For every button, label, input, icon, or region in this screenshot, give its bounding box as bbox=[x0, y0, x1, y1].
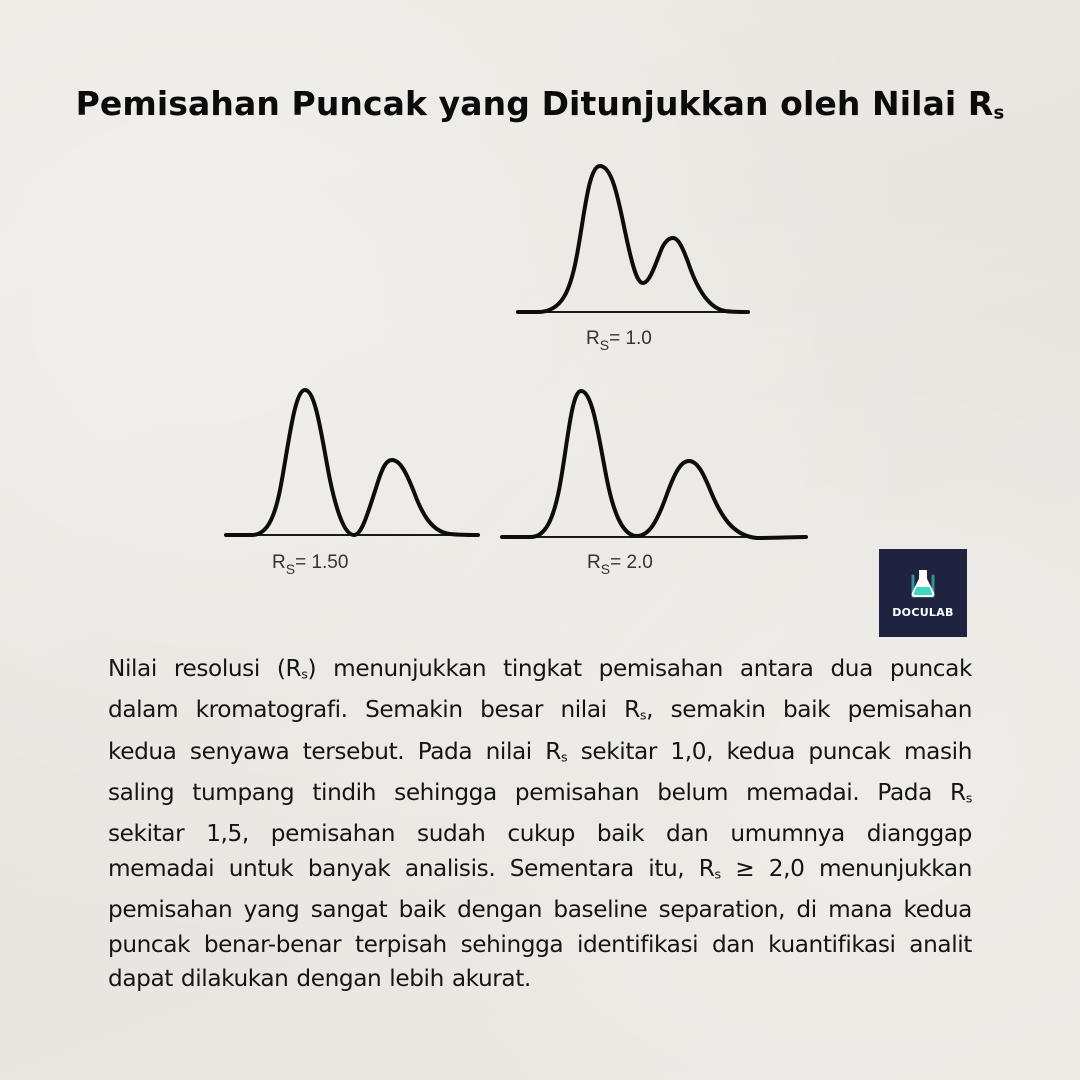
rs-subscript: s bbox=[301, 667, 308, 683]
paragraph-text: sekitar 1,0, kedua puncak masih saling tumpang tindih sehingga pemisahan belum memadai. Pada R bbox=[108, 737, 972, 806]
description-paragraph bbox=[108, 652, 972, 997]
page-title bbox=[0, 84, 1080, 124]
doculab-logo bbox=[879, 549, 967, 637]
chromatogram-rs-1-0-curve bbox=[510, 150, 760, 320]
rs-subscript: s bbox=[561, 750, 568, 766]
title-text: Pemisahan Puncak yang Ditunjukkan oleh Nilai R bbox=[75, 84, 994, 123]
chromatogram-rs-1-50-curve bbox=[220, 380, 490, 550]
rs-subscript: s bbox=[965, 791, 972, 807]
chromatogram-rs-1-0 bbox=[510, 150, 760, 320]
title-subscript: s bbox=[993, 102, 1005, 124]
paragraph-text: ≥ 2,0 menunjukkan pemisahan yang sangat baik dengan baseline separation, di mana kedua puncak benar-benar terpisah sehingga identifikasi dan kuantifikasi analit dapat dilakukan dengan lebih akurat. bbox=[108, 854, 972, 993]
rs-subscript: s bbox=[714, 867, 721, 883]
paragraph-text: sekitar 1,5, pemisahan sudah cukup baik dan umumnya dianggap memadai untuk banyak analisis. Sementara itu, R bbox=[108, 820, 972, 882]
logo-text: DOCULAB bbox=[892, 605, 954, 619]
paragraph-text: , semakin baik pemisahan kedua senyawa tersebut. Pada nilai R bbox=[108, 696, 972, 765]
chromatogram-rs-2-0 bbox=[495, 380, 815, 550]
chromatogram-rs-2-0-curve bbox=[495, 380, 815, 550]
paragraph-text: Nilai resolusi (R bbox=[108, 655, 302, 682]
chromatogram-rs-1-50 bbox=[220, 380, 490, 550]
rs-2-0-label: $R_S= 2.0$ bbox=[587, 552, 653, 577]
flask-icon bbox=[906, 568, 940, 602]
paragraph-text: ) menunjukkan tingkat pemisahan antara dua puncak dalam kromatografi. Semakin besar nilai R bbox=[108, 655, 972, 724]
rs-1-50-label: $R_S= 1.50$ bbox=[272, 552, 349, 577]
rs-1-0-label: $R_S= 1.0$ bbox=[586, 328, 652, 353]
rs-subscript: s bbox=[639, 708, 647, 724]
